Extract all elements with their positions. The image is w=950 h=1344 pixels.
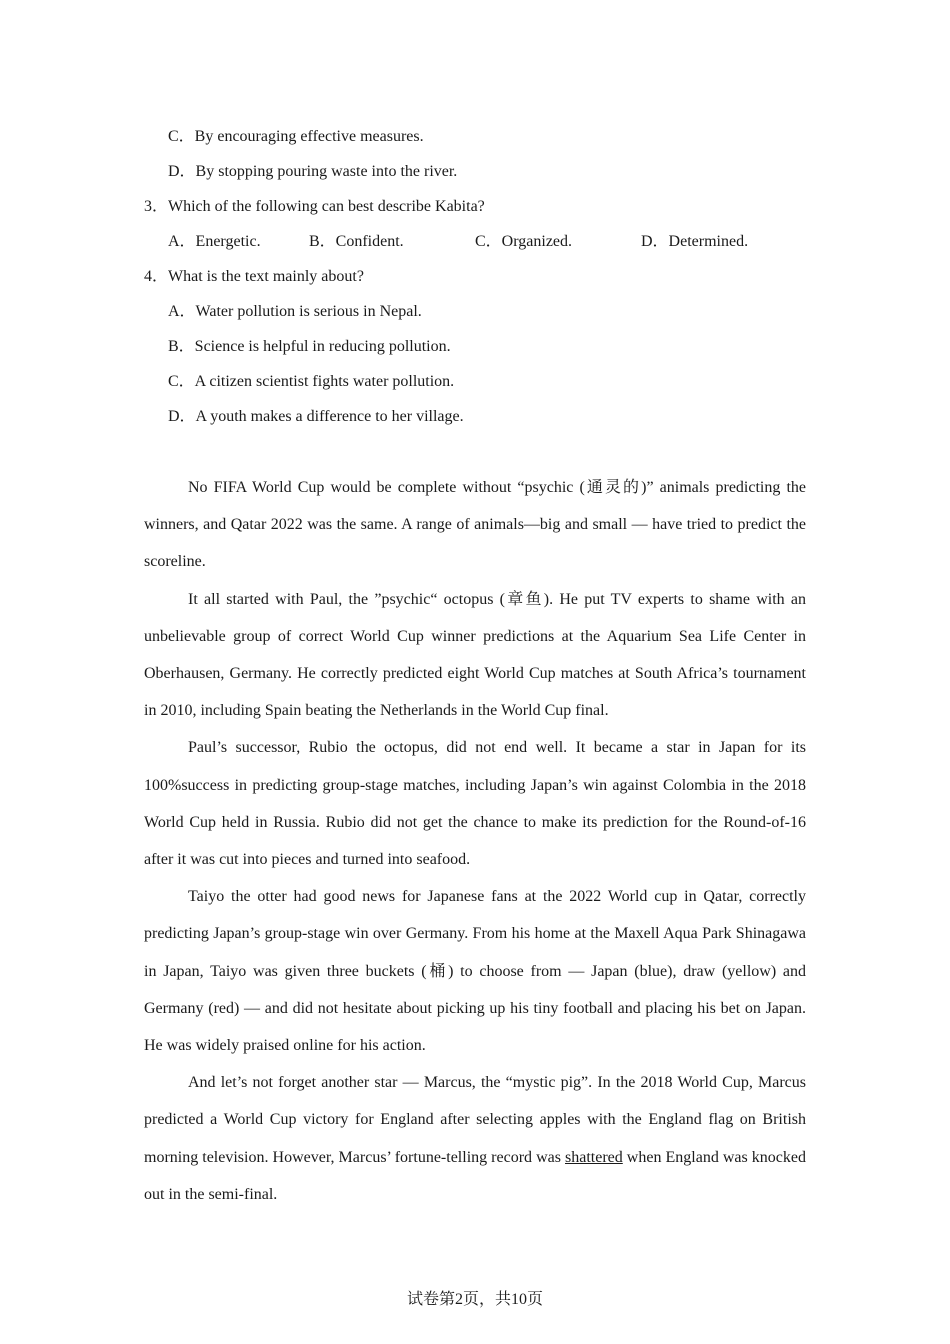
- q3-option-a: A．Energetic.: [168, 233, 261, 250]
- q2-option-c: C．By encouraging effective measures.: [168, 128, 424, 145]
- page-footer: 试卷第2页，共10页: [406, 1291, 543, 1308]
- reading-passage: [144, 469, 806, 1213]
- q3-option-c: C．Organized.: [475, 233, 573, 250]
- q4-option-a: A．Water pollution is serious in Nepal.: [168, 303, 422, 320]
- passage-paragraph-4: Taiyo the otter had good news for Japanese fans at the 2022 World cup in Qatar, correctly predicting Japan’s group-stage win over Germany. From his home at the Maxell Aqua Park Shinagawa in Japan, Taiyo was given three buckets (桶) to choose from — Japan (blue), draw (yellow) and Germany (red) — and did not hesitate about picking up his tiny football and placing his bet on Japan. He was widely praised online for his action.: [144, 888, 806, 1055]
- underlined-word-shattered: shattered: [565, 1148, 623, 1166]
- passage-paragraph-1: No FIFA World Cup would be complete without “psychic (通灵的)” animals predicting the winners, and Qatar 2022 was the same. A range of animals—big and small — have tried to predict the scoreline.: [144, 479, 806, 571]
- paragraph-5-text-end: when England was knocked out in the semi-final.: [144, 1148, 806, 1203]
- q2-option-d: D．By stopping pouring waste into the river.: [168, 163, 458, 180]
- paragraph-5-text-start: And let’s not forget another star — Marcus, the “mystic pig”. In the 2018 World Cup, Marcus predicted a World Cup victory for England after selecting apples with the England flag on British morning television. However, Marcus’ fortune-telling record was: [144, 1074, 806, 1166]
- q4-option-d: D．A youth makes a difference to her village.: [168, 408, 464, 425]
- passage-paragraph-5: [144, 1064, 806, 1213]
- passage-paragraph-3: Paul’s successor, Rubio the octopus, did not end well. It became a star in Japan for its 100%success in predicting group-stage matches, including Japan’s win against Colombia in the 2018 World Cup held in Russia. Rubio did not get the chance to make its prediction for the Round-of-16 after it was cut into pieces and turned into seafood.: [144, 739, 806, 869]
- passage-paragraph-2: It all started with Paul, the ”psychic“ octopus (章鱼). He put TV experts to shame with an unbelievable group of correct World Cup winner predictions at the Aquarium Sea Life Center in Oberhausen, Germany. He correctly predicted eight World Cup matches at South Africa’s tournament in 2010, including Spain beating the Netherlands in the World Cup final.: [144, 590, 806, 720]
- q3-question: 3．Which of the following can best describe Kabita?: [144, 198, 485, 215]
- q3-option-b: B．Confident.: [309, 233, 404, 250]
- q3-option-d: D．Determined.: [641, 233, 749, 250]
- q4-option-b: B．Science is helpful in reducing pollution.: [168, 338, 451, 355]
- q4-question: 4．What is the text mainly about?: [144, 268, 364, 285]
- q4-option-c: C．A citizen scientist fights water pollution.: [168, 373, 455, 390]
